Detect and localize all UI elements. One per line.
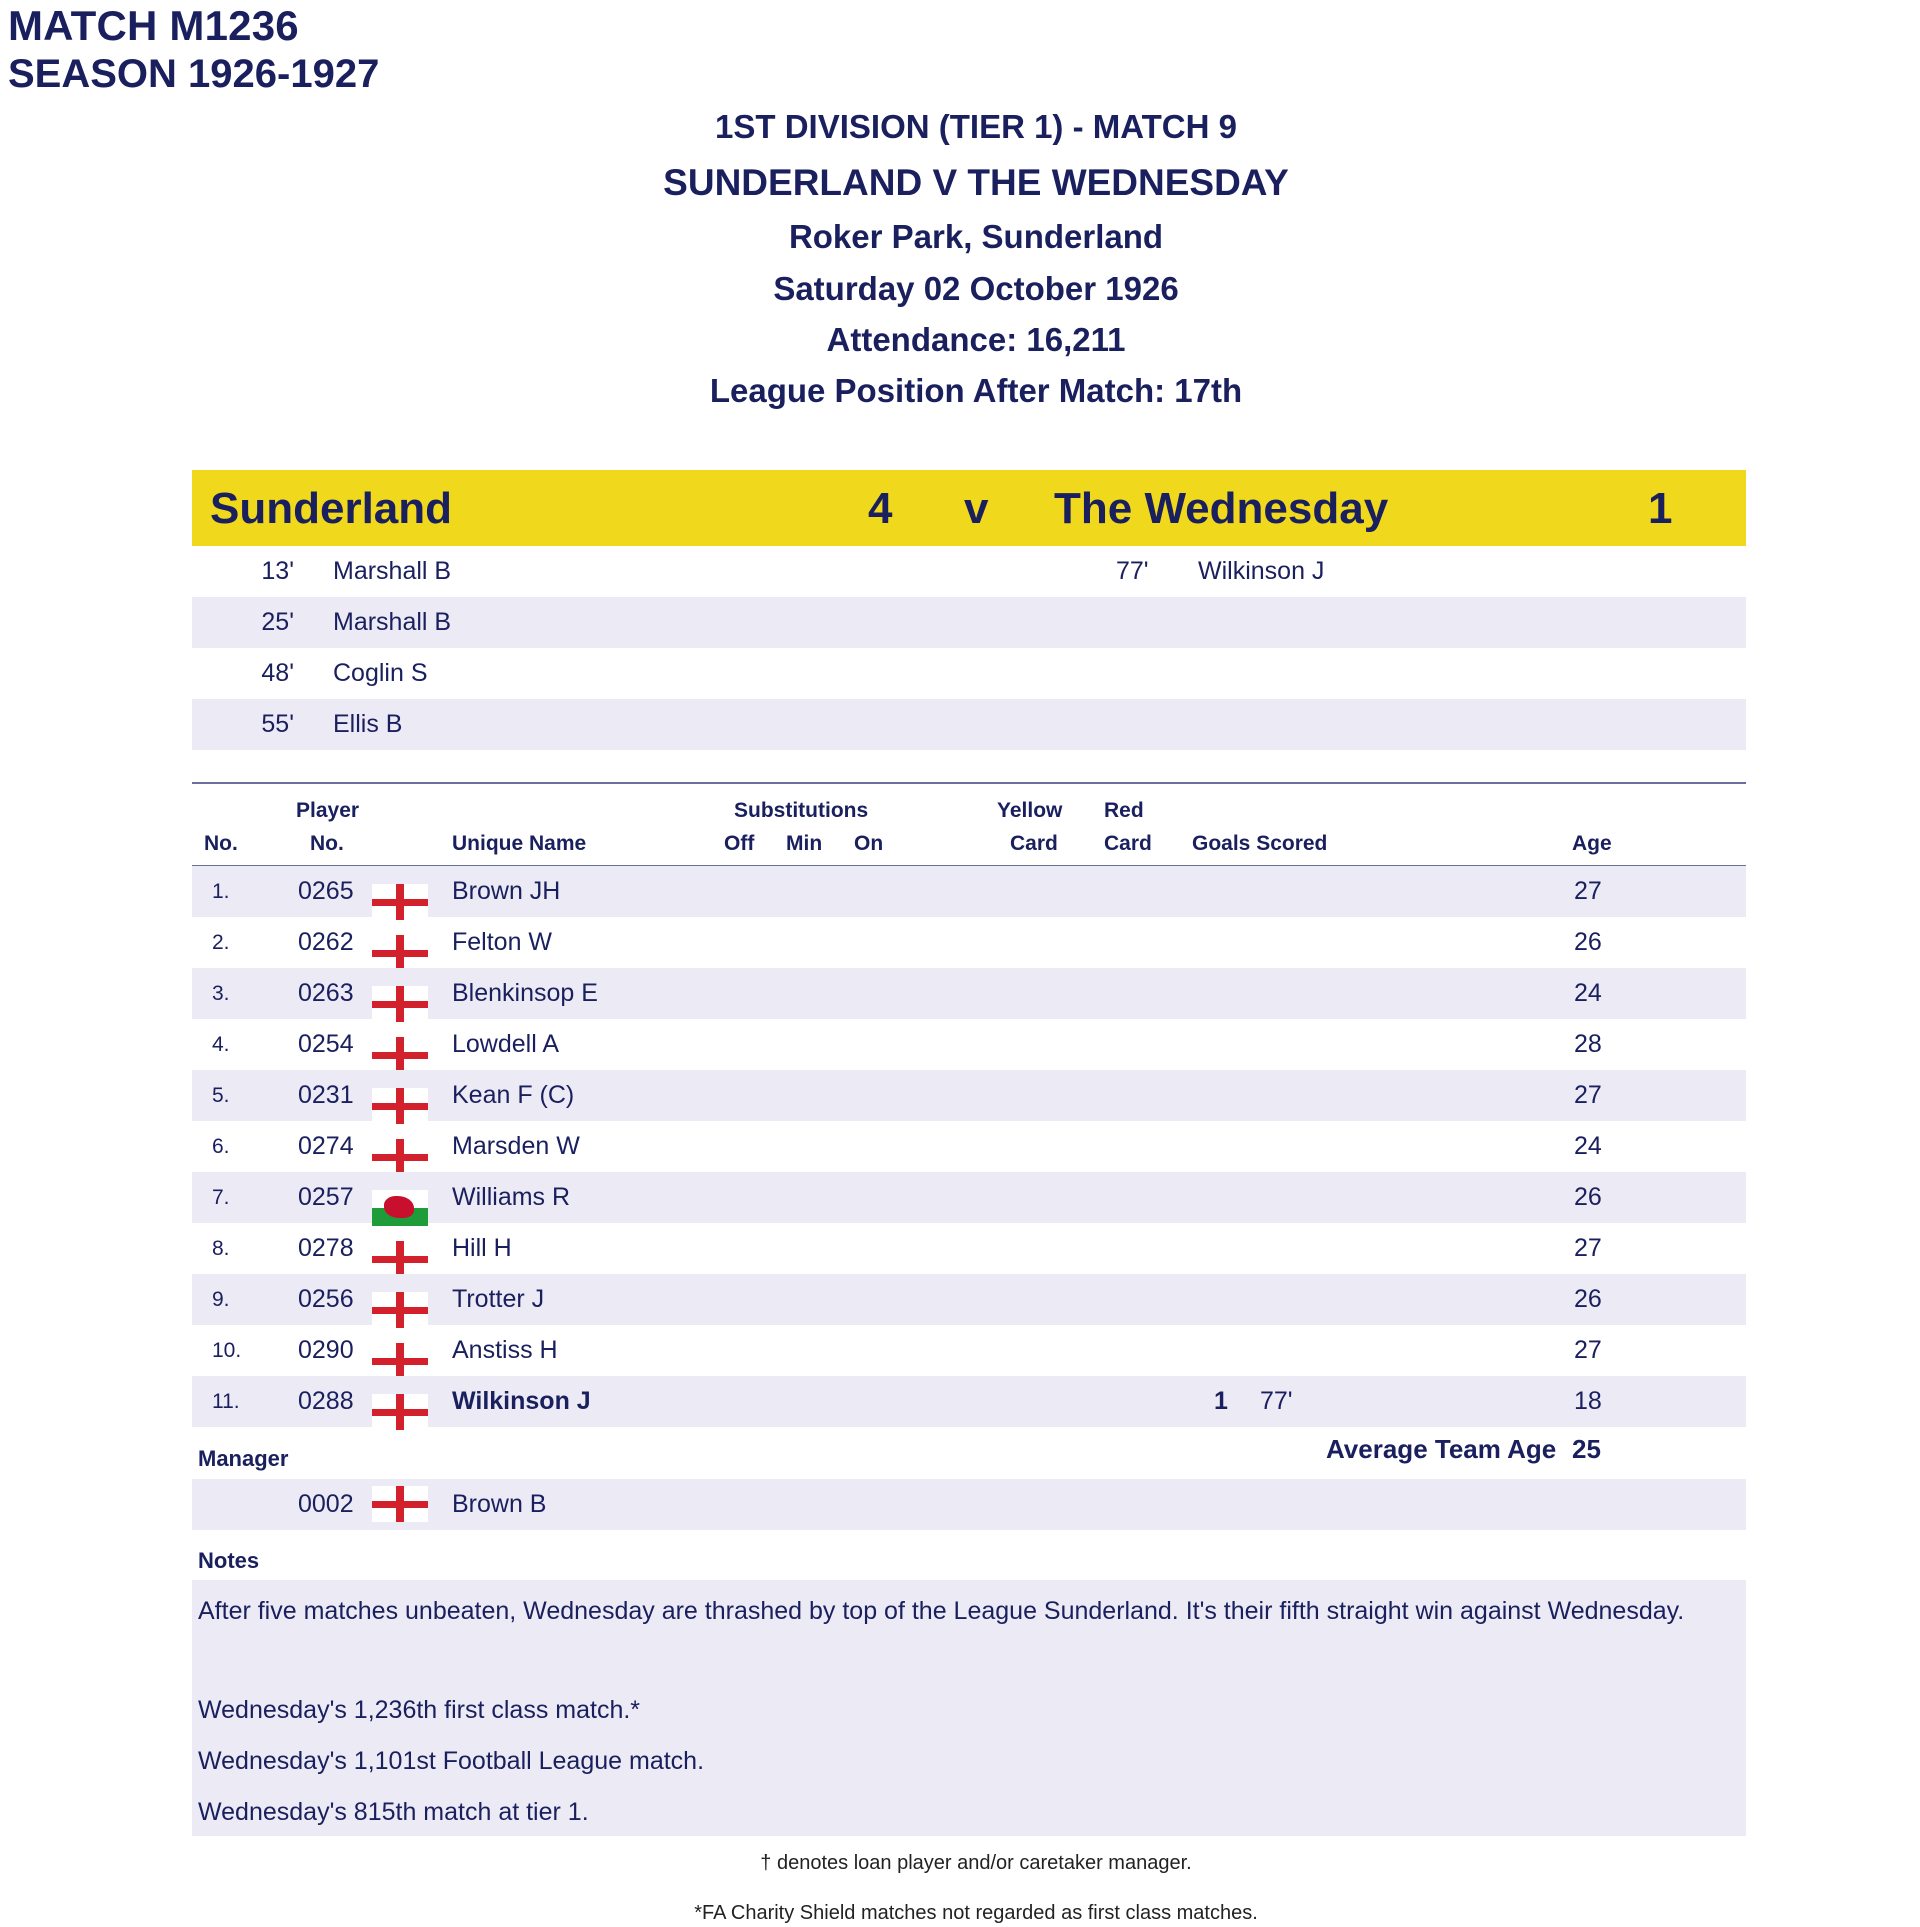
away-goal-scorer: Wilkinson J: [1198, 557, 1325, 585]
player-name: Brown JH: [452, 877, 561, 905]
header-goals-scored: Goals Scored: [1192, 832, 1328, 855]
footnote-charity-shield: *FA Charity Shield matches not regarded as first class matches.: [694, 1902, 1258, 1924]
home-goal-minute: 48': [261, 659, 294, 687]
player-number: 0288: [298, 1387, 354, 1415]
home-goal-scorer: Ellis B: [333, 710, 403, 738]
shirt-number: 7.: [212, 1186, 230, 1209]
away-team-name: The Wednesday: [1054, 484, 1389, 533]
player-age: 24: [1574, 979, 1602, 1007]
attendance: Attendance: 16,211: [826, 321, 1126, 358]
table-row: [192, 968, 1746, 1019]
player-number: 0290: [298, 1336, 354, 1364]
shirt-number: 2.: [212, 931, 230, 954]
shirt-number: 4.: [212, 1033, 230, 1056]
manager-number: 0002: [298, 1490, 354, 1518]
player-name: Felton W: [452, 928, 553, 956]
table-row: [192, 1121, 1746, 1172]
home-goal-minute: 25': [261, 608, 294, 636]
shirt-number: 1.: [212, 880, 230, 903]
player-age: 28: [1574, 1030, 1602, 1058]
player-number: 0257: [298, 1183, 354, 1211]
header-red-line1: Red: [1104, 799, 1144, 822]
player-name: Marsden W: [452, 1132, 580, 1160]
player-age: 26: [1574, 1285, 1602, 1313]
header-unique-name: Unique Name: [452, 832, 587, 855]
player-age: 18: [1574, 1387, 1602, 1415]
shirt-number: 11.: [212, 1390, 240, 1413]
average-age-value: 25: [1572, 1434, 1601, 1464]
match-date: Saturday 02 October 1926: [773, 270, 1179, 307]
header-age: Age: [1572, 832, 1612, 855]
player-name: Kean F (C): [452, 1081, 575, 1109]
header-substitutions: Substitutions: [734, 799, 869, 822]
player-age: 27: [1574, 1234, 1602, 1262]
home-goal-scorer: Marshall B: [333, 557, 452, 585]
player-name: Williams R: [452, 1183, 571, 1211]
league-position: League Position After Match: 17th: [709, 372, 1243, 409]
player-number: 0262: [298, 928, 354, 956]
home-team-name: Sunderland: [210, 484, 453, 533]
goal-row: [192, 699, 1746, 750]
home-goal-minute: 13': [261, 557, 294, 585]
header-yellow-line1: Yellow: [997, 799, 1063, 822]
notes-line: Wednesday's 815th match at tier 1.: [198, 1798, 589, 1826]
table-row: [192, 1325, 1746, 1376]
fixture-title: SUNDERLAND V THE WEDNESDAY: [663, 162, 1289, 203]
table-top-rule: [192, 782, 1746, 784]
player-name: Anstiss H: [452, 1336, 558, 1364]
player-name: Wilkinson J: [452, 1387, 591, 1415]
player-number: 0254: [298, 1030, 354, 1058]
header-yellow-line2: Card: [1010, 832, 1058, 855]
player-number: 0256: [298, 1285, 354, 1313]
header-no: No.: [204, 832, 238, 855]
shirt-number: 10.: [212, 1339, 242, 1362]
home-goal-minute: 55': [261, 710, 294, 738]
player-age: 27: [1574, 1336, 1602, 1364]
header-sub-min: Min: [786, 832, 823, 855]
shirt-number: 8.: [212, 1237, 230, 1260]
notes-line: Wednesday's 1,101st Football League match.: [198, 1747, 705, 1775]
notes-label: Notes: [198, 1548, 260, 1573]
table-row: [192, 866, 1746, 917]
header-sub-off: Off: [724, 832, 755, 855]
goals-scored: 1: [1214, 1387, 1228, 1415]
manager-label: Manager: [198, 1446, 289, 1471]
shirt-number: 6.: [212, 1135, 230, 1158]
score-bar: [192, 470, 1746, 546]
away-goal-minute: 77': [1116, 557, 1149, 585]
versus-label: v: [964, 484, 989, 533]
match-id: MATCH M1236: [8, 2, 299, 49]
manager-name: Brown B: [452, 1490, 547, 1518]
player-age: 26: [1574, 1183, 1602, 1211]
home-score: 4: [868, 484, 893, 533]
notes-line: Wednesday's 1,236th first class match.*: [198, 1696, 641, 1724]
player-age: 24: [1574, 1132, 1602, 1160]
away-score: 1: [1648, 484, 1673, 533]
player-number: 0278: [298, 1234, 354, 1262]
shirt-number: 3.: [212, 982, 230, 1005]
table-row: [192, 1172, 1746, 1223]
player-name: Trotter J: [452, 1285, 545, 1313]
season-title: SEASON 1926-1927: [8, 52, 380, 96]
player-number: 0231: [298, 1081, 354, 1109]
shirt-number: 5.: [212, 1084, 230, 1107]
player-age: 27: [1574, 1081, 1602, 1109]
england-flag-icon: [372, 1486, 428, 1529]
notes-paragraph: After five matches unbeaten, Wednesday are thrashed by top of the League Sunderland. It's their fifth straight win against Wednesday.: [198, 1597, 1685, 1625]
goal-row: [192, 546, 1746, 597]
player-number: 0263: [298, 979, 354, 1007]
shirt-number: 9.: [212, 1288, 230, 1311]
home-goal-scorer: Coglin S: [333, 659, 428, 687]
table-row: [192, 1376, 1746, 1427]
header-player-no-line1: Player: [296, 799, 360, 822]
table-row: [192, 1019, 1746, 1070]
player-name: Lowdell A: [452, 1030, 560, 1058]
goal-row: [192, 648, 1746, 699]
table-row: [192, 1223, 1746, 1274]
average-age-label: Average Team Age: [1326, 1434, 1557, 1464]
player-number: 0265: [298, 877, 354, 905]
header-player-no-line2: No.: [310, 832, 344, 855]
header-red-line2: Card: [1104, 832, 1152, 855]
table-row: [192, 1274, 1746, 1325]
player-name: Hill H: [452, 1234, 512, 1262]
home-goal-scorer: Marshall B: [333, 608, 452, 636]
footnote-loan: † denotes loan player and/or caretaker manager.: [760, 1852, 1192, 1874]
table-row: [192, 917, 1746, 968]
player-age: 26: [1574, 928, 1602, 956]
player-number: 0274: [298, 1132, 354, 1160]
venue: Roker Park, Sunderland: [788, 218, 1164, 255]
competition-line: 1ST DIVISION (TIER 1) - MATCH 9: [715, 108, 1237, 145]
goal-row: [192, 597, 1746, 648]
goal-minute: 77': [1260, 1387, 1293, 1415]
manager-row: [192, 1479, 1746, 1530]
player-name: Blenkinsop E: [452, 979, 598, 1007]
table-row: [192, 1070, 1746, 1121]
player-age: 27: [1574, 877, 1602, 905]
header-sub-on: On: [854, 832, 884, 855]
